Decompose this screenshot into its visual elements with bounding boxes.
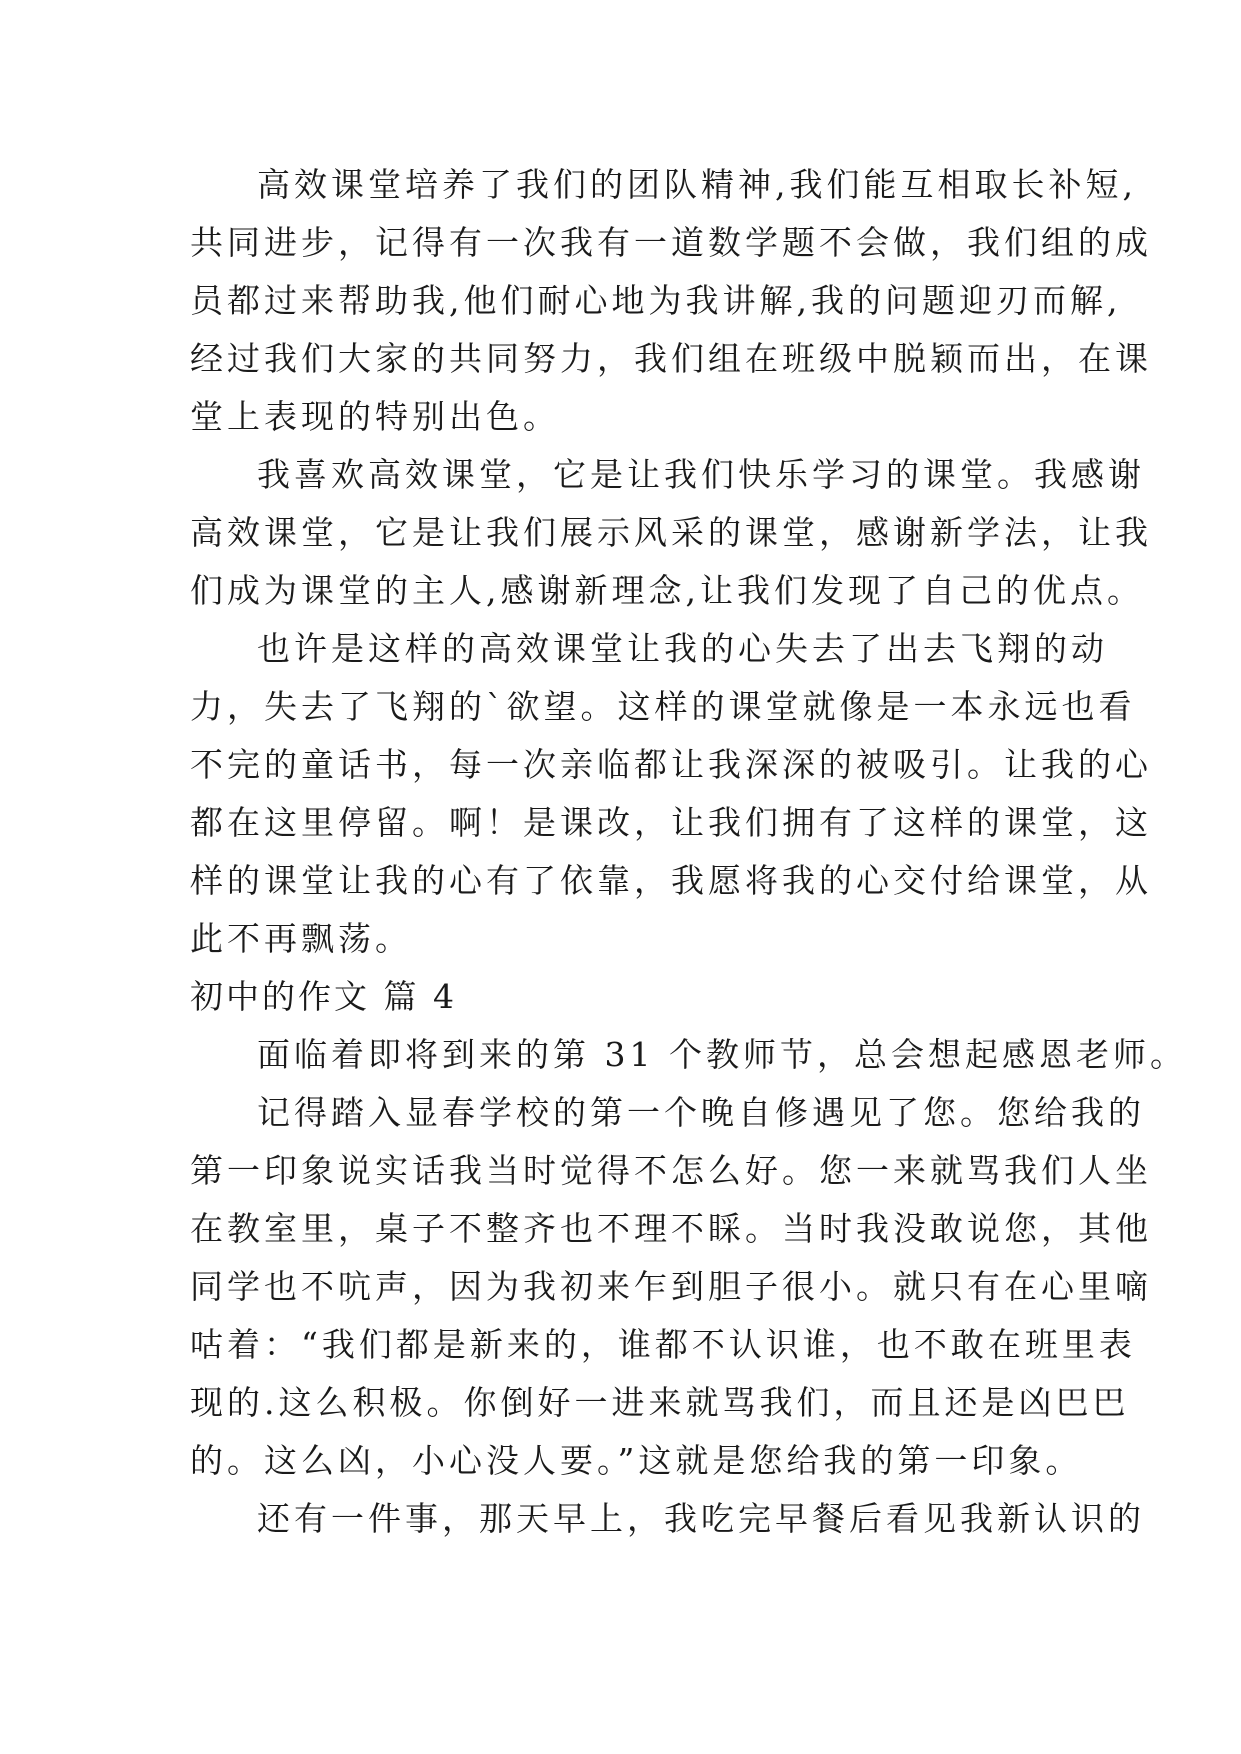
text-line: 现的.这么积极。你倒好一进来就骂我们，而且还是凶巴巴 bbox=[190, 1383, 1130, 1422]
text-line: 样的课堂让我的心有了依靠，我愿将我的心交付给课堂，从 bbox=[190, 861, 1152, 900]
text-line: 面临着即将到来的第 31 个教师节，总会想起感恩老师。 bbox=[257, 1035, 1187, 1074]
text-line: 共同进步，记得有一次我有一道数学题不会做，我们组的成 bbox=[190, 223, 1152, 262]
text-line: 力，失去了飞翔的`欲望。这样的课堂就像是一本永远也看 bbox=[190, 687, 1136, 726]
text-line: 不完的童话书，每一次亲临都让我深深的被吸引。让我的心 bbox=[190, 745, 1152, 784]
text-line: 同学也不吭声，因为我初来乍到胆子很小。就只有在心里嘀 bbox=[190, 1267, 1152, 1306]
text-line: 经过我们大家的共同努力，我们组在班级中脱颖而出，在课 bbox=[190, 339, 1152, 378]
text-line: 还有一件事，那天早上，我吃完早餐后看见我新认识的 bbox=[257, 1499, 1145, 1538]
text-line: 也许是这样的高效课堂让我的心失去了出去飞翔的动 bbox=[257, 629, 1108, 668]
text-line: 我喜欢高效课堂，它是让我们快乐学习的课堂。我感谢 bbox=[257, 455, 1145, 494]
text-line: 记得踏入显春学校的第一个晚自修遇见了您。您给我的 bbox=[257, 1093, 1145, 1132]
text-line: 在教室里，桌子不整齐也不理不睬。当时我没敢说您，其他 bbox=[190, 1209, 1152, 1248]
text-line: 此不再飘荡。 bbox=[190, 919, 412, 958]
text-line: 咕着：“我们都是新来的，谁都不认识谁，也不敢在班里表 bbox=[190, 1325, 1136, 1364]
text-line: 高效课堂，它是让我们展示风采的课堂，感谢新学法，让我 bbox=[190, 513, 1152, 552]
section-heading: 初中的作文 篇 4 bbox=[190, 977, 457, 1016]
text-line: 员都过来帮助我,他们耐心地为我讲解,我的问题迎刃而解, bbox=[190, 281, 1122, 320]
text-line: 的。这么凶，小心没人要。”这就是您给我的第一印象。 bbox=[190, 1441, 1083, 1480]
text-line: 们成为课堂的主人,感谢新理念,让我们发现了自己的优点。 bbox=[190, 571, 1144, 610]
text-line: 都在这里停留。啊！是课改，让我们拥有了这样的课堂，这 bbox=[190, 803, 1152, 842]
text-line: 第一印象说实话我当时觉得不怎么好。您一来就骂我们人坐 bbox=[190, 1151, 1152, 1190]
text-line: 堂上表现的特别出色。 bbox=[190, 397, 560, 436]
text-line: 高效课堂培养了我们的团队精神,我们能互相取长补短, bbox=[257, 165, 1137, 204]
